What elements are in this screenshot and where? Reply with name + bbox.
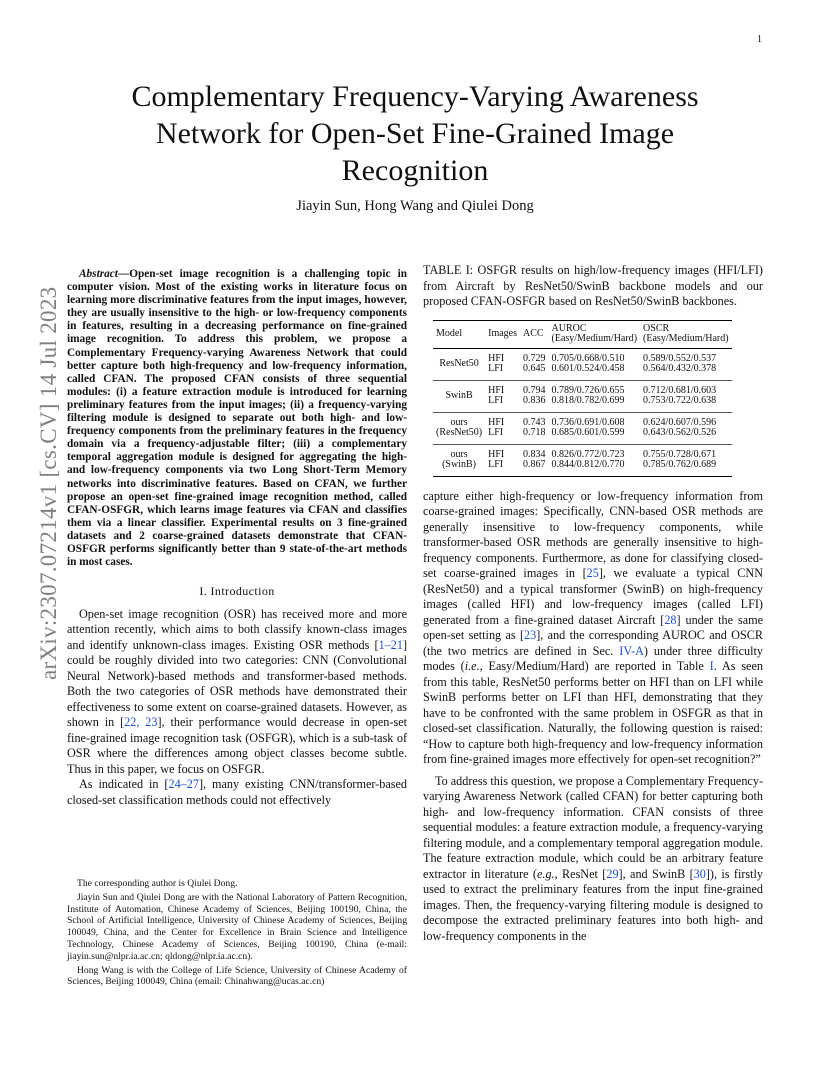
right-paragraph-1: capture either high-frequency or low-frequency information from coarse-grained images: Specifically, CNN-based OSR methods are generally insensitive to low-frequency components, while transformer-based OSR methods are generally insensitive to high-frequency components. Furthermore, as done for classifying closed-set coarse-grained images in [25], we evaluate a typical CNN (ResNet50) and a typical transformer (SwinB) on high-frequency images (called HFI) and low-frequency images (called LFI) generated from a fine-grained dataset Aircraft [28] under the same open-set setting as [23], and the corresponding AUROC and OSCR (the two metrics are defined in Sec. IV-A) under three difficulty modes (i.e., Easy/Medium/Hard) are reported in Table I. As seen from this table, ResNet50 performs better on HFI than on LFI while SwinB performs better on LFI than HFI, demonstrating that they have to be confronted with the same problem in OSFGR as that in closed-set classification. Naturally, the following question is raised: “How to capture both high-frequency and low-frequency information from fine-grained images more effectively for open-set recognition?” (423, 488, 764, 766)
citation-link[interactable]: 29 (606, 866, 619, 881)
citation-link[interactable]: 28 (664, 612, 677, 627)
table-row-resnet50: ResNet50 HFI LFI 0.729 0.645 0.705/0.668/0.510 0.601/0.524/0.458 0.589/0.552/0.537 0.564/0.432/0.378 (433, 348, 732, 380)
col-header-model: Model (436, 327, 463, 339)
intro-paragraph-2: As indicated in [24–27], many existing CNN/transformer-based closed-set classification methods could not effectively (67, 777, 407, 807)
citation-link[interactable]: 30 (693, 866, 706, 881)
citation-link[interactable]: 25 (586, 566, 599, 580)
footnote-affiliation-2: Hong Wang is with the College of Life Science, University of Chinese Academy of Sciences, Beijing 100049, China (email: Chinahwang@ucas.ac.cn) (67, 964, 407, 988)
paper-authors: Jiayin Sun, Hong Wang and Qiulei Dong (296, 198, 534, 214)
right-paragraph-2: To address this question, we propose a Complementary Frequency-varying Awareness Network (called CFAN) for better capturing both high- and low-frequency information. CFAN consists of three sequential modules: a feature extraction module, a frequency-varying filtering module, and a complementary temporal aggregation module. The feature extraction module, which could be an arbitrary feature extractor in literature (e.g., ResNet [29], and SwinB [30]), is firstly used to extract the preliminary features from the input fine-grained images. Then, the frequency-varying filtering module is designed to decompose the extracted preliminary features into both high- and low-frequency components in the (423, 773, 764, 943)
table-link[interactable]: I (709, 659, 714, 673)
footnote-affiliation-1: Jiayin Sun and Qiulei Dong are with the National Laboratory of Pattern Recognition, Institute of Automation, Chinese Academy of Sciences, Beijing 100190, China, the School of Artificial Intelligence, University of Chinese Academy of Sciences, Beijing 100049, China, and the Center for Excellence in Brain Science and Intelligence Technology, Chinese Academy of Sciences, Beijing 100190, China (e-mail: jiayin.sun@nlpr.ia.ac.cn; qldong@nlpr.ia.ac.cn). (67, 891, 407, 962)
citation-link[interactable]: 1–21 (378, 637, 403, 652)
citation-link[interactable]: 24–27 (168, 777, 199, 792)
footnote-corresponding: The corresponding author is Qiulei Dong. (77, 878, 238, 889)
table-caption: TABLE I: OSFGR results on high/low-frequency images (HFI/LFI) from Aircraft by ResNet50/SwinB backbone models and our proposed CFAN-OSFGR based on ResNet50/SwinB backbones. (423, 263, 763, 308)
abstract-text: —Open-set image recognition is a challenging topic in computer vision. Most of the existing works in literature focus on learning more discriminative features from the input images, however, they are usually insensitive to the high- or low-frequency components in features, resulting in a decreasing performance on fine-grained image recognition. To address this problem, we propose a Complementary Frequency-varying Awareness Network that could better capture both high-frequency and low-frequency information, called CFAN. The proposed CFAN consists of three sequential modules: (i) a feature extraction module is introduced for learning preliminary features from the input images; (ii) a frequency-varying filtering module is designed to separate out both high- and low-frequency components from the preliminary features in the frequency domain via a frequency-adjustable filter; (iii) a complementary temporal aggregation module is designed for aggregating the high- and low-frequency components via two Long Short-Term Memory networks into discriminative features. Based on CFAN, we further propose an open-set fine-grained image recognition method, called CFAN-OSFGR, which learns image features via CFAN and classifies them via a linear classifier. Experimental results on 3 fine-grained datasets and 2 coarse-grained datasets demonstrate that CFAN-OSFGR performs significantly better than 9 state-of-the-art methods in most cases. (67, 268, 407, 569)
abstract-lead: Abstract (79, 268, 118, 280)
left-column (67, 268, 407, 808)
section-heading-introduction: I. Introduction (199, 584, 275, 599)
table-row-ours-swinb: ours (SwinB) HFI LFI 0.834 0.867 0.826/0.772/0.723 0.844/0.812/0.770 0.755/0.728/0.671 0.785/0.762/0.689 (433, 444, 732, 476)
col-header-images: Images (488, 327, 517, 339)
page-number: 1 (757, 34, 762, 45)
paper-title: Complementary Frequency-Varying Awareness Network for Open-Set Fine-Grained Image Recognition (131, 80, 699, 187)
citation-link[interactable]: 22, 23 (124, 715, 158, 730)
col-header-auroc: AUROC (Easy/Medium/Hard) (551, 322, 638, 344)
results-table (433, 320, 732, 477)
col-header-acc: ACC (523, 327, 544, 339)
section-link[interactable]: IV-A (619, 643, 644, 658)
col-header-oscr: OSCR (Easy/Medium/Hard) (643, 322, 729, 344)
table-row-ours-resnet50: ours (ResNet50) HFI LFI 0.743 0.718 0.736/0.691/0.608 0.685/0.601/0.599 0.624/0.607/0.596 0.643/0.562/0.526 (433, 412, 732, 444)
right-column (423, 263, 763, 944)
intro-paragraph-1: Open-set image recognition (OSR) has received more and more attention recently, which aims to both classify known-class images and identify unknown-class images. Existing OSR methods [1–21] could be roughly divided into two categories: CNN (Convolutional Neural Network)-based methods and transformer-based methods. Both the two categories of OSR methods have demonstrated their effectiveness to some extent on coarse-grained datasets. However, as shown in [22, 23], their performance would decrease in open-set fine-grained image recognition task (OSFGR), which is a sub-task of OSR where the differences among object classes become subtle. Thus in this paper, we focus on OSFGR. (67, 606, 407, 776)
citation-link[interactable]: 23 (524, 628, 537, 642)
abstract (67, 268, 407, 569)
arxiv-stamp: arXiv:2307.07214v1 [cs.CV] 14 Jul 2023 (36, 286, 61, 680)
table-row-swinb: SwinB HFI LFI 0.794 0.836 0.789/0.726/0.655 0.818/0.782/0.699 0.712/0.681/0.603 0.753/0.722/0.638 (433, 380, 732, 412)
footnotes (67, 878, 407, 990)
